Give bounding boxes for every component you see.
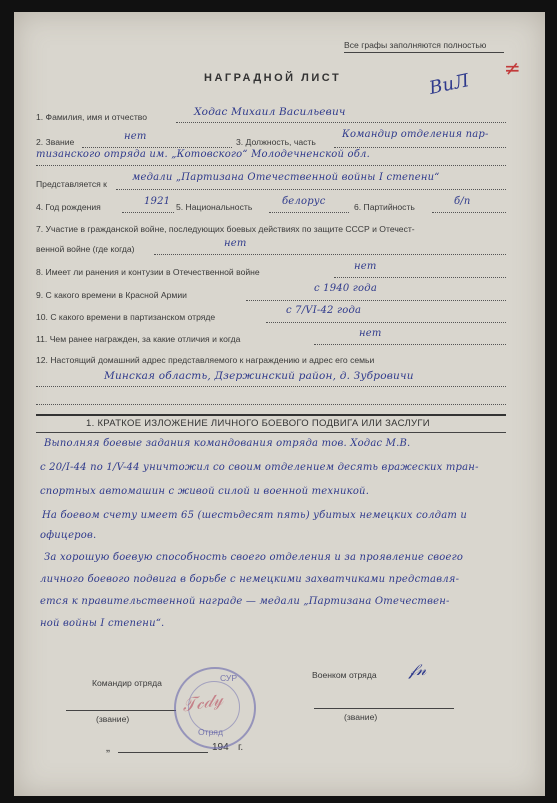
- section-line-3: спортных автомашин с живой силой и военной техникой.: [40, 486, 370, 497]
- field-9-value: с 1940 года: [314, 283, 377, 294]
- field-7-label-b: венной войне (где когда): [36, 244, 135, 254]
- section-heading: 1. КРАТКОЕ ИЗЛОЖЕНИЕ ЛИЧНОГО БОЕВОГО ПОДВИГА ИЛИ ЗАСЛУГИ: [86, 418, 430, 429]
- commander-sign-line: [66, 710, 176, 711]
- date-suffix: г.: [238, 742, 244, 753]
- section-top-rule: [36, 414, 506, 416]
- section-line-7: личного боевого подвига в борьбе с немецкими захватчиками представля-: [40, 574, 460, 585]
- field-1-line: [176, 122, 506, 123]
- field-7-value: нет: [224, 238, 247, 249]
- field-12-line-b: [36, 404, 506, 405]
- field-3-value-a: Командир отделения пар-: [342, 129, 489, 140]
- section-line-1: Выполняя боевые задания командования отряда тов. Ходас М.В.: [44, 438, 411, 449]
- section-line-4: На боевом счету имеет 65 (шестьдесят пять) убитых немецких солдат и: [42, 510, 468, 521]
- stamp-text: Отряд: [198, 727, 223, 737]
- section-line-2: с 20/I-44 по 1/V-44 уничтожил со своим отделением десять вражеских тран-: [40, 462, 479, 473]
- section-line-8: ется к правительственной награде — медали „Партизана Отечествен-: [40, 596, 450, 607]
- field-10-label: 10. С какого времени в партизанском отряде: [36, 312, 216, 322]
- field-9-label: 9. С какого времени в Красной Армии: [36, 290, 187, 300]
- present-label: Представляется к: [36, 179, 107, 189]
- section-line-6: За хорошую боевую способность своего отделения и за проявление своего: [44, 552, 464, 563]
- field-7-label-a: 7. Участие в гражданской войне, последующих боевых действиях по защите СССР и Отечест-: [36, 224, 415, 234]
- award-sheet: [14, 12, 545, 796]
- commissar-label: Военком отряда: [312, 670, 377, 680]
- field-5-label: 5. Национальность: [176, 202, 253, 212]
- rank-label-left: (звание): [96, 714, 130, 724]
- field-12-label: 12. Настоящий домашний адрес представляемого к награждению и адрес его семьи: [36, 355, 375, 365]
- field-5-value: белорус: [282, 196, 326, 207]
- corner-scribble: ВиЛ: [427, 70, 472, 99]
- field-7-line: [154, 254, 506, 255]
- date-year: 194: [212, 742, 229, 753]
- field-12-line-a: [36, 386, 506, 387]
- field-12-value: Минская область, Дзержинский район, д. Зубровичи: [104, 370, 414, 382]
- header-note-underline: [344, 52, 504, 53]
- field-5-line: [269, 212, 349, 213]
- commander-signature: 𝒯𝒸𝒹𝓎: [180, 688, 225, 717]
- field-10-value: с 7/VI-42 года: [286, 305, 362, 316]
- section-line-9: ной войны I степени“.: [40, 618, 165, 629]
- corner-red-mark: ≠: [504, 56, 521, 80]
- field-3-label: 3. Должность, часть: [236, 137, 316, 147]
- field-11-label: 11. Чем ранее награжден, за какие отличия и когда: [36, 334, 241, 344]
- date-line: [118, 752, 208, 753]
- stamp-top-text: СУР: [220, 673, 238, 683]
- field-11-value: нет: [359, 328, 382, 339]
- field-3-line-a: [334, 147, 506, 148]
- document-title: НАГРАДНОЙ ЛИСТ: [204, 72, 342, 84]
- date-quote: „: [106, 740, 110, 754]
- field-4-label: 4. Год рождения: [36, 202, 101, 212]
- present-value: медали „Партизана Отечественной войны I степени“: [132, 172, 440, 183]
- field-8-label: 8. Имеет ли ранения и контузии в Отечественной войне: [36, 267, 260, 277]
- field-11-line: [314, 344, 506, 345]
- section-heading-rule: [36, 432, 506, 433]
- field-2-label: 2. Звание: [36, 137, 75, 147]
- commissar-signature: 𝒻𝓃: [409, 660, 427, 679]
- field-4-line: [122, 212, 174, 213]
- field-6-value: б/п: [454, 196, 471, 207]
- field-8-value: нет: [354, 261, 377, 272]
- field-3-line-b: [36, 165, 506, 166]
- field-10-line: [266, 322, 506, 323]
- field-1-value: Ходас Михаил Васильевич: [194, 106, 346, 118]
- rank-label-right: (звание): [344, 712, 378, 722]
- field-6-label: 6. Партийность: [354, 202, 415, 212]
- commissar-sign-line: [314, 708, 454, 709]
- section-line-5: офицеров.: [40, 530, 97, 541]
- present-line: [116, 189, 506, 190]
- field-9-line: [246, 300, 506, 301]
- field-4-value: 1921: [144, 196, 171, 207]
- field-2-line: [82, 147, 232, 148]
- commander-label: Командир отряда: [92, 678, 162, 688]
- field-1-label: 1. Фамилия, имя и отчество: [36, 112, 148, 122]
- field-2-value: нет: [124, 131, 147, 142]
- field-6-line: [432, 212, 506, 213]
- header-note: Все графы заполняются полностью: [344, 40, 487, 50]
- field-3-value-b: тизанского отряда им. „Котовского“ Молодечненской обл.: [36, 149, 370, 160]
- field-8-line: [334, 277, 506, 278]
